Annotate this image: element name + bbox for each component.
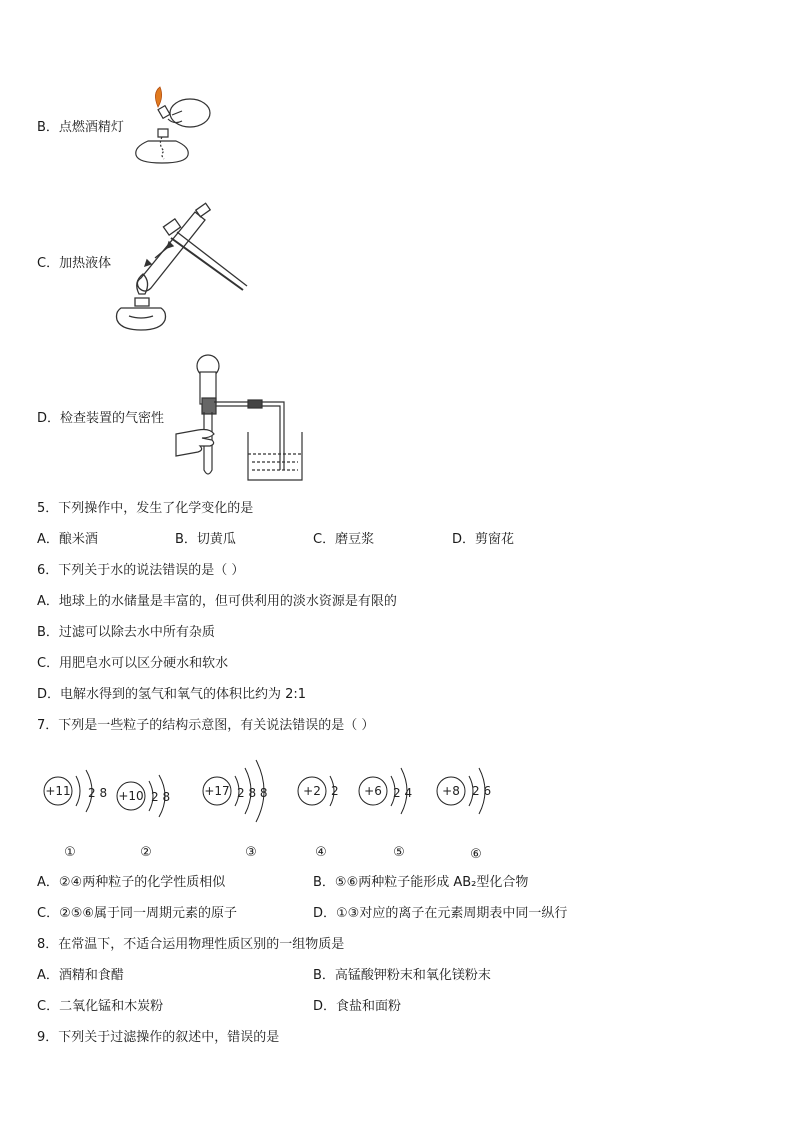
q7-option-a: A．②④两种粒子的化学性质相似 bbox=[37, 875, 226, 890]
lighting-alcohol-lamp-figure bbox=[130, 85, 220, 165]
q6-option-c: C．用肥皂水可以区分硬水和软水 bbox=[37, 656, 229, 671]
q7-option-c: C．②⑤⑥属于同一周期元素的原子 bbox=[37, 906, 238, 921]
particle-4-label: ④ bbox=[315, 845, 327, 860]
particle-5-label: ⑤ bbox=[393, 845, 405, 860]
q6-option-b: B．过滤可以除去水中所有杂质 bbox=[37, 625, 215, 640]
particle-6-nucleus: +8 bbox=[442, 784, 460, 798]
particle-1-nucleus: +11 bbox=[45, 784, 71, 798]
q7-option-d: D．①③对应的离子在元素周期表中同一纵行 bbox=[313, 906, 568, 921]
particle-2-nucleus: +10 bbox=[118, 789, 144, 803]
particle-3-label: ③ bbox=[245, 845, 257, 860]
particle-1-shells: 2 8 bbox=[88, 786, 108, 800]
particle-2-shells: 2 8 bbox=[151, 790, 171, 804]
q4-option-b: B．点燃酒精灯 bbox=[37, 120, 124, 135]
particle-4-shells: 2 bbox=[331, 784, 339, 798]
q4-option-d: D．检查装置的气密性 bbox=[37, 411, 165, 426]
q5-option-c: C．磨豆浆 bbox=[313, 532, 375, 547]
q5-stem: 5．下列操作中，发生了化学变化的是 bbox=[37, 501, 254, 516]
q5-option-b: B．切黄瓜 bbox=[175, 532, 236, 547]
q8-option-d: D．食盐和面粉 bbox=[313, 999, 402, 1014]
particle-5-shells: 2 4 bbox=[393, 786, 413, 800]
particle-6-label: ⑥ bbox=[470, 847, 482, 860]
q8-stem: 8．在常温下，不适合运用物理性质区别的一组物质是 bbox=[37, 937, 345, 952]
particle-3-shells: 2 8 8 bbox=[237, 786, 268, 800]
q5-option-d: D．剪窗花 bbox=[452, 532, 515, 547]
particle-6-shells: 2 6 bbox=[472, 784, 492, 798]
q8-option-c: C．二氧化锰和木炭粉 bbox=[37, 999, 164, 1014]
q6-stem: 6．下列关于水的说法错误的是（ ） bbox=[37, 563, 245, 578]
heating-liquid-figure bbox=[115, 198, 255, 336]
q7-option-b: B．⑤⑥两种粒子能形成 AB₂型化合物 bbox=[313, 875, 529, 890]
q4-option-c: C．加热液体 bbox=[37, 256, 112, 271]
particle-1-label: ① bbox=[64, 845, 76, 860]
q8-option-b: B．高锰酸钾粉末和氧化镁粉末 bbox=[313, 968, 491, 983]
particle-structure-diagrams bbox=[30, 748, 510, 860]
q6-option-a: A．地球上的水储量是丰富的，但可供利用的淡水资源是有限的 bbox=[37, 594, 397, 609]
q5-option-a: A．酿米酒 bbox=[37, 532, 98, 547]
q6-option-d: D．电解水得到的氢气和氧气的体积比约为 2:1 bbox=[37, 687, 307, 702]
particle-2-label: ② bbox=[140, 845, 152, 860]
particle-3-nucleus: +17 bbox=[204, 784, 230, 798]
particle-5-nucleus: +6 bbox=[364, 784, 382, 798]
q9-stem: 9．下列关于过滤操作的叙述中，错误的是 bbox=[37, 1030, 280, 1045]
airtightness-check-figure bbox=[174, 352, 309, 487]
q8-option-a: A．酒精和食醋 bbox=[37, 968, 124, 983]
particle-4-nucleus: +2 bbox=[303, 784, 321, 798]
q7-stem: 7．下列是一些粒子的结构示意图，有关说法错误的是（ ） bbox=[37, 718, 375, 733]
